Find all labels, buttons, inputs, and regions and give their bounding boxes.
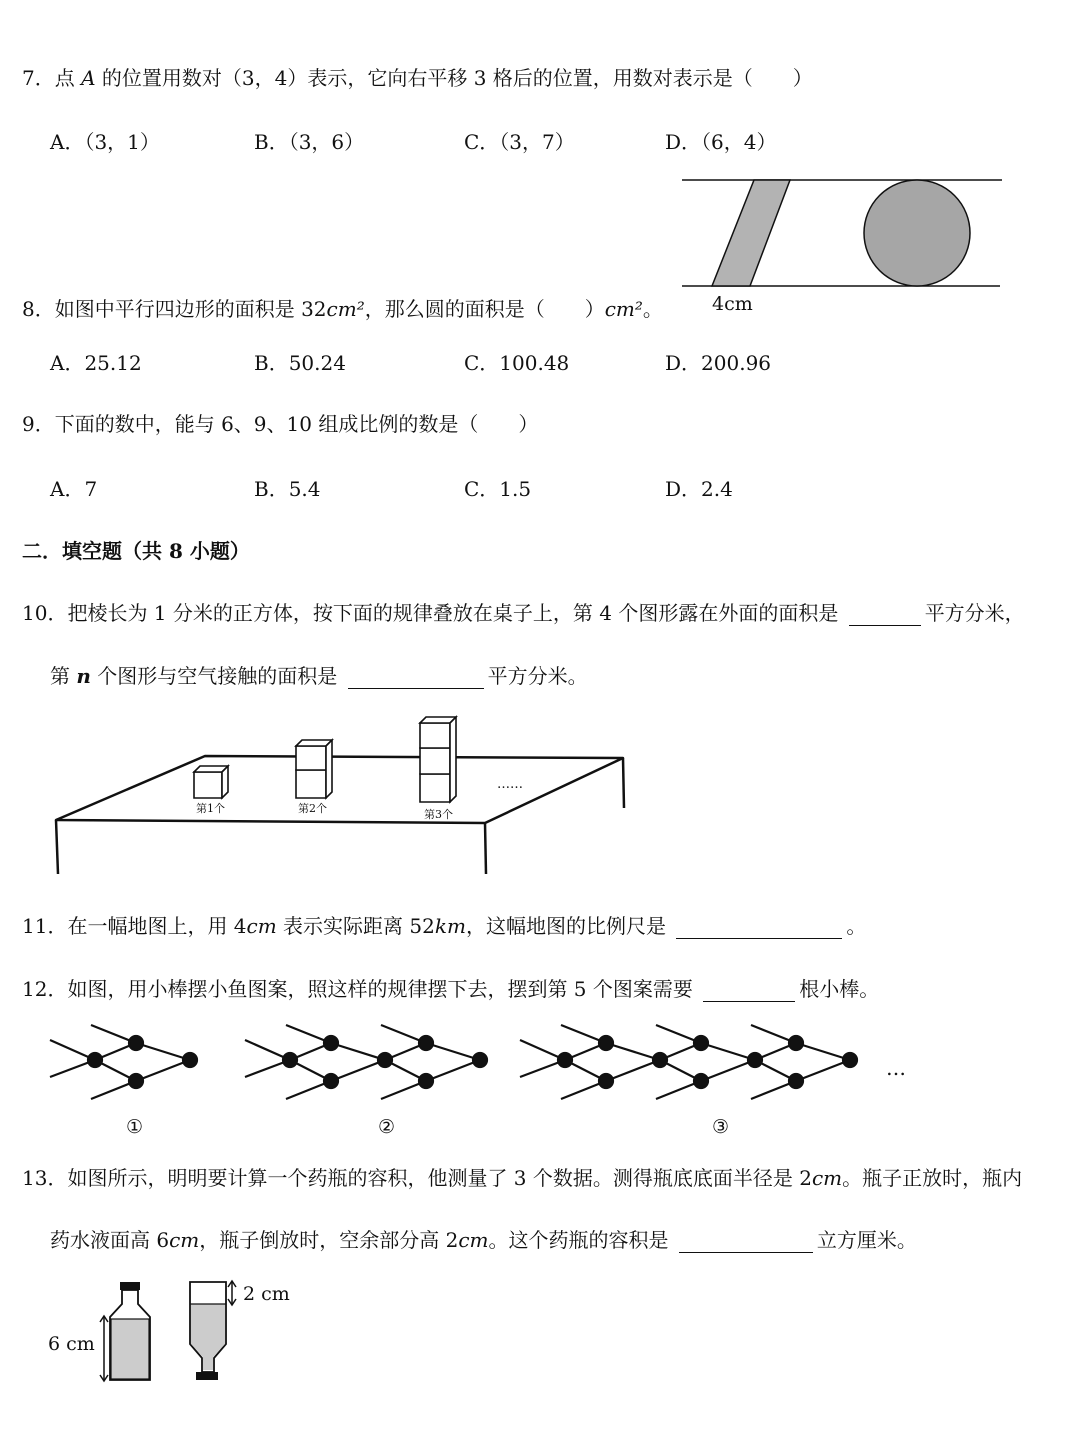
question-11-stem <box>22 910 866 939</box>
cube-label-1: 第1个 <box>196 802 225 815</box>
fish-joint-dot <box>324 1074 338 1088</box>
q13-unit-3: cm <box>458 1228 489 1252</box>
question-10-line-2 <box>50 660 588 689</box>
fish-joint-dot <box>378 1053 392 1067</box>
fish-joint-dot <box>419 1036 433 1050</box>
q9-option-c[interactable]: C．1.5 <box>464 477 532 501</box>
q7-option-a[interactable]: A．（3，1） <box>50 130 160 154</box>
question-13-line-1 <box>22 1162 1022 1191</box>
question-7-stem <box>22 62 813 91</box>
q8-text-3: 。 <box>642 297 663 321</box>
q10-var: n <box>76 664 91 688</box>
q8-text-1: 8．如图中平行四边形的面积是 32 <box>22 297 327 321</box>
q10-answer-blank-1[interactable] <box>849 605 921 626</box>
cube-label-2: 第2个 <box>298 802 327 815</box>
fish-joint-dot <box>129 1074 143 1088</box>
q13-text-5: 。这个药瓶的容积是 <box>488 1228 669 1252</box>
q10-text-3: 第 <box>50 664 77 688</box>
fish-stick <box>331 1060 385 1081</box>
q8-option-a[interactable]: A．25.12 <box>50 351 142 375</box>
fish-label-2: ② <box>378 1116 396 1138</box>
fish-stick <box>606 1060 660 1081</box>
fish-joint-dot <box>653 1053 667 1067</box>
fish-stick <box>701 1060 755 1081</box>
q12-text-1: 12．如图，用小棒摆小鱼图案，照这样的规律摆下去，摆到第 5 个图案需要 <box>22 977 693 1001</box>
q13-text-6: 立方厘米。 <box>816 1228 917 1252</box>
q7-text-1: 7．点 <box>22 66 82 90</box>
q10-table-figure <box>40 708 640 886</box>
q9-option-d[interactable]: D．2.4 <box>665 477 733 501</box>
q11-text-1: 11．在一幅地图上，用 4 <box>22 914 247 938</box>
q13-bottle-figure <box>40 1272 340 1392</box>
q10-text-5: 平方分米。 <box>487 664 588 688</box>
q8-unit-1: cm² <box>326 297 365 321</box>
bottle-label-2cm: 2 cm <box>243 1283 290 1305</box>
fish-joint-dot <box>283 1053 297 1067</box>
q11-text-3: ，这幅地图的比例尺是 <box>465 914 666 938</box>
fish-stick <box>796 1060 850 1081</box>
q11-unit-1: cm <box>246 914 277 938</box>
fish-stick <box>426 1043 480 1060</box>
q12-text-2: 根小棒。 <box>799 977 880 1001</box>
fish-joint-dot <box>473 1053 487 1067</box>
q11-answer-blank[interactable] <box>676 918 842 939</box>
q13-unit-1: cm <box>811 1166 843 1190</box>
fish-stick <box>426 1060 480 1081</box>
q10-text-1: 10．把棱长为 1 分米的正方体，按下面的规律叠放在桌子上，第 4 个图形露在外面的面积是 <box>22 601 839 625</box>
fish-stick <box>331 1043 385 1060</box>
q8-option-d[interactable]: D．200.96 <box>665 351 772 375</box>
inverted-bottle <box>190 1281 236 1380</box>
q13-text-1: 13．如图所示，明明要计算一个药瓶的容积，他测量了 3 个数据。测得瓶底底面半径是 2 <box>22 1166 812 1190</box>
fish-joint-dot <box>843 1053 857 1067</box>
cube-stack-1 <box>194 766 228 798</box>
fish-joint-dot <box>694 1074 708 1088</box>
question-8-stem <box>22 293 663 322</box>
q13-unit-2: cm <box>169 1228 200 1252</box>
q12-fish-figure <box>40 1015 920 1145</box>
question-13-line-2 <box>50 1224 917 1253</box>
q13-answer-blank[interactable] <box>679 1232 813 1253</box>
fish-stick <box>606 1043 660 1060</box>
q11-text-4: 。 <box>846 914 867 938</box>
upright-bottle <box>100 1282 150 1381</box>
fish-joint-dot <box>694 1036 708 1050</box>
q8-option-b[interactable]: B．50.24 <box>254 351 346 375</box>
fish-joint-dot <box>599 1036 613 1050</box>
fish-stick <box>136 1043 190 1060</box>
fish-joint-dot <box>88 1053 102 1067</box>
q7-text-2: 的位置用数对（3，4）表示，它向右平移 3 格后的位置，用数对表示是（ ） <box>95 66 813 90</box>
cube-stack-3 <box>420 717 456 802</box>
q11-text-2: 表示实际距离 52 <box>276 914 435 938</box>
fish-joint-dot <box>419 1074 433 1088</box>
q10-answer-blank-2[interactable] <box>348 668 484 689</box>
q13-text-3: 药水液面高 6 <box>50 1228 170 1252</box>
table-leg-2 <box>485 823 486 874</box>
cube-label-3: 第3个 <box>424 808 453 821</box>
q7-var: A <box>81 66 96 90</box>
circle-shape <box>864 180 970 286</box>
q8-option-c[interactable]: C．100.48 <box>464 351 570 375</box>
q7-option-c[interactable]: C．（3，7） <box>464 130 575 154</box>
table-leg-1 <box>56 820 58 874</box>
fish-stick <box>796 1043 850 1060</box>
fish-label-3: ③ <box>712 1116 730 1138</box>
fish-joint-dot <box>558 1053 572 1067</box>
parallelogram-shape <box>712 180 790 286</box>
q10-text-4: 个图形与空气接触的面积是 <box>90 664 338 688</box>
q12-answer-blank[interactable] <box>703 981 795 1002</box>
section-title: 二．填空题（共 8 小题） <box>22 539 250 563</box>
fish-joint-dot <box>183 1053 197 1067</box>
bottle-label-6cm: 6 cm <box>48 1333 95 1355</box>
fish-ellipsis: … <box>886 1056 906 1080</box>
table-leg-3 <box>623 758 624 808</box>
cube-ellipsis: …… <box>497 777 523 792</box>
fish-joint-dot <box>789 1074 803 1088</box>
table-top <box>56 756 623 823</box>
fish-stick <box>701 1043 755 1060</box>
fish-joint-dot <box>599 1074 613 1088</box>
q8-text-2: ，那么圆的面积是（ ） <box>364 297 605 321</box>
fish-joint-dot <box>789 1036 803 1050</box>
fish-joint-dot <box>324 1036 338 1050</box>
fish-joint-dot <box>748 1053 762 1067</box>
fish-joint-dot <box>129 1036 143 1050</box>
q13-text-2: 。瓶子正放时，瓶内 <box>842 1166 1023 1190</box>
cube-stack-2 <box>296 740 332 798</box>
q7-option-d[interactable]: D．（6，4） <box>665 130 777 154</box>
q9-option-a[interactable]: A．7 <box>50 477 98 501</box>
q8-unit-2: cm² <box>604 297 643 321</box>
question-12-stem <box>22 973 879 1002</box>
fish-label-1: ① <box>126 1116 144 1138</box>
q8-figure <box>670 170 1010 320</box>
q7-option-b[interactable]: B．（3，6） <box>254 130 365 154</box>
q13-text-4: ，瓶子倒放时，空余部分高 2 <box>199 1228 459 1252</box>
q10-text-2: 平方分米， <box>924 601 1025 625</box>
q9-option-b[interactable]: B．5.4 <box>254 477 321 501</box>
question-10-line-1 <box>22 597 1025 626</box>
q11-unit-2: km <box>434 914 466 938</box>
fish-stick <box>136 1060 190 1081</box>
question-9-stem: 9．下面的数中，能与 6、9、10 组成比例的数是（ ） <box>22 412 539 436</box>
q8-figure-label: 4cm <box>712 293 753 315</box>
